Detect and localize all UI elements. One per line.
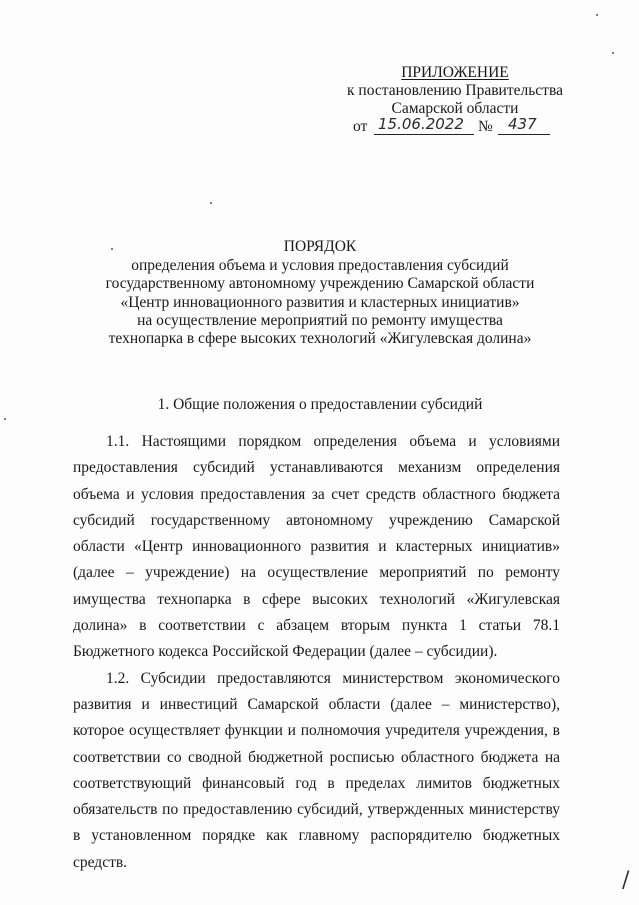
order-line-2: государственному автономному учреждению Самарской области — [105, 275, 535, 293]
paragraph-1-1: 1.1. Настоящими порядком определения объема и условиями предоставления субсидий устанавливаются механизм определения объема и условия предоставления за счет средств областного бюджета субсидий государственному автономному учреждению Самарской области «Центр инновационного развития и кластерных инициатив» (далее – учреждение) на осуществление мероприятий по ремонту имущества технопарка в сфере высоких технологий «Жигулевская долина» в соответствии с абзацем вторым пункта 1 статьи 78.1 Бюджетного кодекса Российской Федерации (далее – субсидии). — [73, 433, 560, 661]
order-heading: ПОРЯДОК — [283, 238, 357, 255]
scan-speck — [111, 248, 113, 250]
scan-edge-mark: / — [622, 868, 630, 893]
order-line-1: определения объема и условия предоставления субсидий — [131, 257, 509, 275]
document-body — [73, 429, 560, 876]
appendix-line-2: Самарской области — [391, 100, 519, 117]
order-line-3: «Центр инновационного развития и кластерных инициатив» — [120, 293, 520, 311]
section-heading: 1. Общие положения о предоставлении субсидий — [157, 396, 483, 413]
order-line-4: на осуществление мероприятий по ремонту имущества — [137, 311, 503, 329]
appendix-line-1: к постановлению Правительства — [347, 82, 563, 99]
date-prefix: от — [353, 118, 368, 135]
order-line-5: технопарка в сфере высоких технологий «Жигулевская долина» — [108, 330, 532, 348]
number-underline — [498, 134, 550, 135]
appendix-header — [330, 64, 580, 138]
date-underline — [374, 134, 474, 135]
number-prefix: № — [478, 118, 493, 135]
scan-speck — [596, 14, 598, 16]
scan-speck — [612, 52, 614, 54]
order-title-block — [60, 238, 580, 348]
appendix-title: ПРИЛОЖЕНИЕ — [401, 64, 509, 81]
appendix-date-line — [330, 115, 580, 138]
scan-speck — [4, 418, 6, 420]
handwritten-date: 15.06.2022 — [378, 115, 464, 133]
paragraph-1-2: 1.2. Субсидии предоставляются министерством экономического развития и инвестиций Самарской области (далее – министерство), которое осуществляет функции и полномочия учредителя учреждения, в соответствии со сводной бюджетной росписью областного бюджета на соответствующий финансовый год в пределах лимитов бюджетных обязательств по предоставлению субсидий, утвержденных министерству в установленном порядке как главному распорядителю бюджетных средств. — [73, 669, 560, 871]
scan-speck — [210, 202, 212, 204]
handwritten-number: 437 — [508, 115, 537, 133]
